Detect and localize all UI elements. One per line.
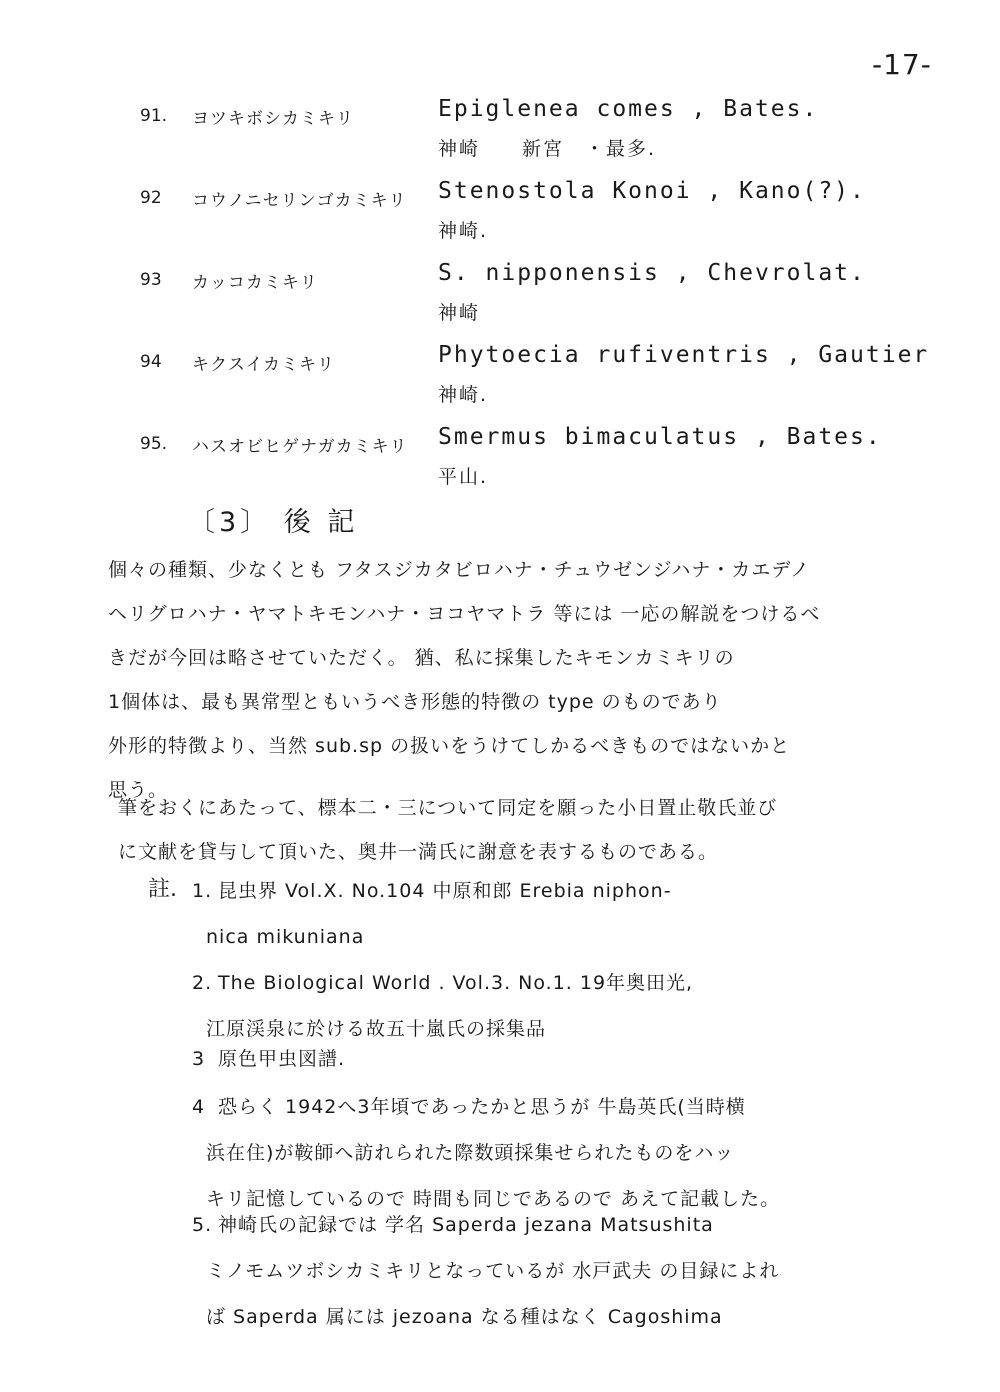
species-japanese-name: コウノニセリンゴカミキリ bbox=[192, 191, 407, 211]
notes-label: 註. bbox=[148, 877, 177, 902]
note-line: ば Saperda 属には jezoana なる種はなく Cagoshima bbox=[206, 1306, 723, 1328]
note-1 bbox=[192, 868, 948, 960]
note-line: キリ記憶しているので 時間も同じであるので あえて記載した。 bbox=[206, 1188, 781, 1210]
afterword-paragraph-1 bbox=[108, 548, 898, 812]
note-number: 2. bbox=[192, 972, 213, 994]
species-japanese-name: ヨツキボシカミキリ bbox=[192, 109, 354, 129]
paragraph-line: 外形的特徴より、当然 sub.sp の扱いをうけてしかるべきものではないかと bbox=[108, 735, 791, 757]
note-3 bbox=[192, 1036, 948, 1082]
note-line: 昆虫界 Vol.X. No.104 中原和郎 Erebia niphon- bbox=[218, 880, 672, 902]
species-locality: 平山. bbox=[438, 466, 489, 488]
species-number: 92 bbox=[140, 188, 162, 208]
paragraph-line: きだが今回は略させていただく。 猶、私に採集したキモンカミキリの bbox=[108, 647, 735, 669]
paragraph-line: に文献を貸与して頂いた、奥井一満氏に謝意を表するものである。 bbox=[118, 841, 719, 863]
species-number: 93 bbox=[140, 270, 162, 290]
species-number: 91. bbox=[140, 106, 168, 126]
note-line: 原色甲虫図譜. bbox=[218, 1048, 346, 1070]
note-line: 恐らく 1942へ3年頃であったかと思うが 牛島英氏(当時横 bbox=[218, 1096, 746, 1118]
note-5 bbox=[192, 1202, 948, 1340]
species-locality: 神崎. bbox=[438, 220, 489, 242]
species-scientific-name: Epiglenea comes , Bates. bbox=[438, 96, 819, 122]
note-number: 1. bbox=[192, 880, 213, 902]
paragraph-line: 思う。 bbox=[108, 779, 169, 801]
species-locality: 神崎 bbox=[438, 302, 481, 324]
note-number: 5. bbox=[192, 1214, 213, 1236]
paragraph-line: 個々の種類、少なくとも フタスジカタビロハナ・チュウゼンジハナ・カエデノ bbox=[108, 559, 811, 581]
page-number: -17- bbox=[872, 48, 932, 81]
paragraph-line: 1個体は、最も異常型ともいうべき形態的特徴の type のものであり bbox=[108, 691, 722, 713]
note-line: ミノモムツボシカミキリとなっているが 水戸武夫 の目録によれ bbox=[206, 1260, 780, 1282]
note-number: 4 bbox=[192, 1096, 206, 1118]
species-scientific-name: Stenostola Konoi , Kano(?). bbox=[438, 178, 866, 204]
note-number: 3 bbox=[192, 1048, 206, 1070]
species-locality: 神崎. bbox=[438, 384, 489, 406]
species-japanese-name: カッコカミキリ bbox=[192, 273, 318, 293]
note-line: 江原渓泉に於ける故五十嵐氏の採集品 bbox=[206, 1018, 547, 1040]
species-scientific-name: S. nipponensis , Chevrolat. bbox=[438, 260, 866, 286]
note-line: 浜在住)が鞍師へ訪れられた際数頭採集せられたものをハッ bbox=[206, 1142, 735, 1164]
note-line: 神崎氏の記録では 学名 Saperda jezana Matsushita bbox=[218, 1214, 714, 1236]
afterword-paragraph-2 bbox=[118, 786, 908, 874]
species-japanese-name: キクスイカミキリ bbox=[192, 355, 335, 375]
paragraph-line: ヘリグロハナ・ヤマトキモンハナ・ヨコヤマトラ 等には 一応の解説をつけるべ bbox=[108, 603, 821, 625]
species-japanese-name: ハスオビヒゲナガカミキリ bbox=[192, 437, 408, 457]
species-locality: 神崎 新宮 ・最多. bbox=[438, 138, 657, 160]
note-line: The Biological World . Vol.3. No.1. 19年奥田光, bbox=[218, 972, 694, 994]
species-number: 95. bbox=[140, 434, 168, 454]
paragraph-line: 筆をおくにあたって、標本二・三について同定を願った小日置止敬氏並び bbox=[118, 797, 778, 819]
species-number: 94 bbox=[140, 352, 162, 372]
note-line: nica mikuniana bbox=[206, 926, 365, 948]
species-scientific-name: Smermus bimaculatus , Bates. bbox=[438, 424, 882, 450]
species-scientific-name: Phytoecia rufiventris , Gautier bbox=[438, 342, 930, 368]
section-heading: 〔3〕 後 記 bbox=[188, 507, 359, 538]
